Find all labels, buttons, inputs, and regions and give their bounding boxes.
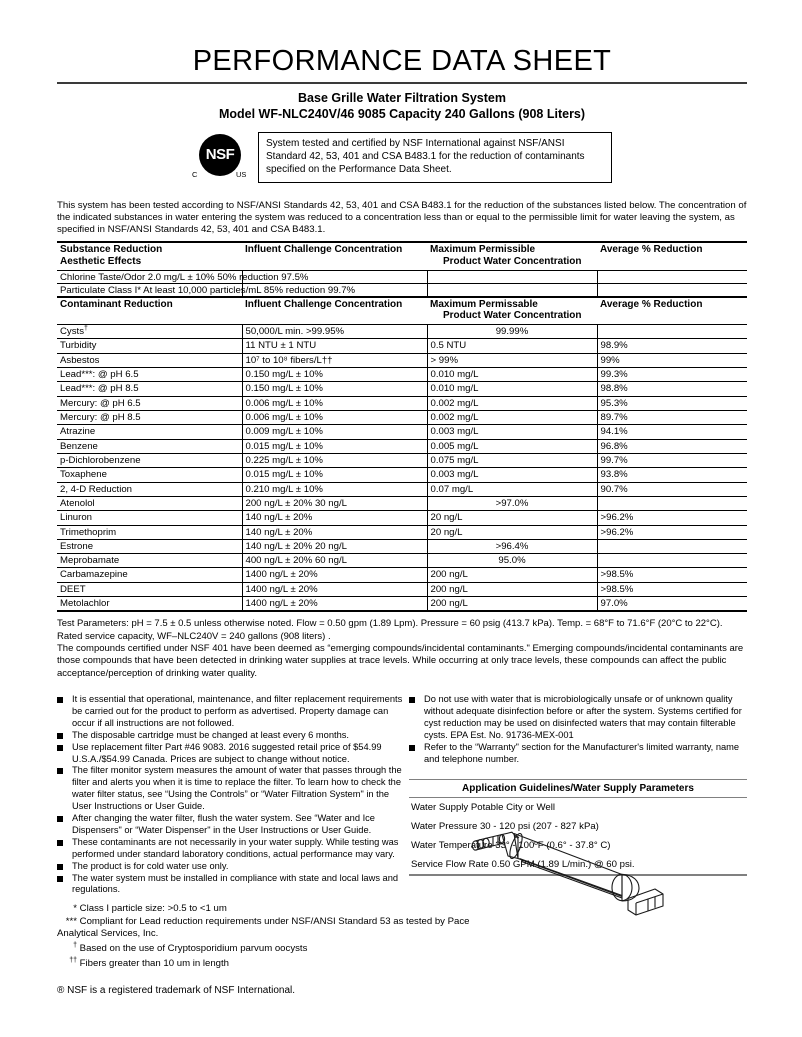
- cell-contaminant: Benzene: [57, 439, 242, 453]
- cell-contaminant: Metolachlor: [57, 597, 242, 612]
- cell-maximum: 200 ng/L: [427, 597, 597, 612]
- table-row: [57, 539, 747, 553]
- header-substance-reduction: [57, 242, 242, 270]
- filter-cartridge-icon: [462, 812, 692, 917]
- contaminant-rows-body: [57, 325, 747, 612]
- table-row: [57, 582, 747, 596]
- footnote-2-mark: ***: [65, 915, 77, 927]
- cell-contaminant: Lead***: @ pH 8.5: [57, 382, 242, 396]
- footnote-4-text: Fibers greater than 10 um in length: [79, 958, 229, 969]
- cell-average: >96.2%: [597, 511, 747, 525]
- guideline-row: Service Flow Rate 0.50 GPM (1.89 L/min.) @ 60 psi.: [409, 855, 747, 876]
- cell-substance: [57, 284, 356, 297]
- test-parameters: [57, 618, 747, 680]
- guidelines-title: Application Guidelines/Water Supply Parameters: [409, 779, 747, 798]
- header-max2-line1: Maximum Permissable: [430, 298, 538, 310]
- table-row: [57, 568, 747, 582]
- footnote-3-text: Based on the use of Cryptosporidium parvum oocysts: [79, 943, 308, 955]
- cell-footnote-marker: †: [83, 324, 88, 332]
- test-parameters-line2: The compounds certified under NSF 401 have been deemed as “emerging compounds/incidental contaminants." Emerging compounds/incidental contaminants are those compounds that have been detected in drinking water supplies at trace levels. While occurring at only trace levels, these compounds can affect the public acceptance/perception of drinking water quality.: [57, 643, 744, 679]
- nsf-logo-icon: [192, 132, 248, 188]
- row-overflow-text: Particulate Class I* At least 10,000 particles/mL 85% reduction 99.7%: [60, 285, 356, 297]
- cell-influent: [242, 325, 427, 339]
- cell-influent: 0.006 mg/L ± 10%: [242, 411, 427, 425]
- water-filter-cartridge-illustration: [462, 812, 692, 917]
- footnote-2: [57, 916, 477, 941]
- table-row: [57, 554, 747, 568]
- table-row: [57, 382, 747, 396]
- cell-contaminant: Toxaphene: [57, 468, 242, 482]
- cell-maximum: 0.005 mg/L: [427, 439, 597, 453]
- cell-contaminant: Atenolol: [57, 496, 242, 510]
- table-row: [57, 284, 747, 297]
- header-influent-challenge: [242, 242, 427, 270]
- cell-influent: 0.015 mg/L ± 10%: [242, 468, 427, 482]
- cell-maximum: 0.002 mg/L: [427, 411, 597, 425]
- cell-maximum: 0.003 mg/L: [427, 425, 597, 439]
- cell-contaminant: DEET: [57, 582, 242, 596]
- cell-influent: 1400 ng/L ± 20%: [242, 597, 427, 612]
- intro-paragraph: This system has been tested according to NSF/ANSI Standards 42, 53, 401 and CSA B483.1 for the reduction of the substances listed below. The concentration of the indicated substances in water entering the system was reduced to a concentration less than or equal to the permissible limit for water leaving the system, as specified in NSF/ANSI Standards 42, 53, 401 and CSA B483.1.: [57, 199, 747, 236]
- cell-average: >96.2%: [597, 525, 747, 539]
- header-line2: Aesthetic Effects: [60, 256, 142, 268]
- cell-influent-text: 140 ng/L ± 20% 20 ng/L: [245, 540, 347, 552]
- cell-average: >98.5%: [597, 568, 747, 582]
- guideline-row: Water Temperature 33° - 100ºF (0.6° - 37.8° C): [411, 840, 611, 852]
- list-item: Do not use with water that is microbiologically unsafe or of unknown quality without adequate disinfection before or after the system. Systems certified for cyst reduction may be used on disinfected waters that may contain filterable cysts. EPA Est. No. 91736-MEX-001: [409, 694, 747, 742]
- cell-average: 89.7%: [597, 411, 747, 425]
- cell-average: 99%: [597, 353, 747, 367]
- aesthetic-header-row: [57, 242, 747, 270]
- cell-influent: 0.006 mg/L ± 10%: [242, 396, 427, 410]
- right-bullet-list: [409, 694, 747, 765]
- footnote-3-mark: †: [73, 941, 77, 949]
- list-item: The disposable cartridge must be changed at least every 6 months.: [57, 730, 409, 742]
- cell-maximum: 0.002 mg/L: [427, 396, 597, 410]
- cell-average: 98.8%: [597, 382, 747, 396]
- table-row: [57, 325, 747, 339]
- header-influent-label-2: Influent Challenge Concentration: [245, 298, 403, 310]
- table-row: [57, 339, 747, 353]
- table-row: [57, 396, 747, 410]
- cell-average: 99.7%: [597, 453, 747, 467]
- header-maximum-permissible: [427, 242, 597, 270]
- cell-average: [597, 554, 747, 568]
- cell-maximum: [427, 271, 597, 284]
- cell-average: 93.8%: [597, 468, 747, 482]
- header-average-reduction: [597, 242, 747, 270]
- table-row: [57, 411, 747, 425]
- header-average-label: Average % Reduction: [600, 244, 703, 256]
- table-row: [57, 482, 747, 496]
- table-row: [57, 368, 747, 382]
- cell-average: 94.1%: [597, 425, 747, 439]
- cell-average: 96.8%: [597, 439, 747, 453]
- cell-influent-text: 400 ng/L ± 20% 60 ng/L: [245, 555, 347, 567]
- nsf-logo-text: NSF: [199, 134, 241, 176]
- cell-contaminant: Mercury: @ pH 8.5: [57, 411, 242, 425]
- cell-influent: [242, 539, 427, 553]
- table-row: [57, 597, 747, 612]
- footnotes-block: [57, 903, 477, 997]
- title-divider: [57, 82, 747, 84]
- cell-maximum: 200 ng/L: [427, 582, 597, 596]
- cell-influent: 0.015 mg/L ± 10%: [242, 439, 427, 453]
- list-item: It is essential that operational, maintenance, and filter replacement requirements be carried out for the product to perform as advertised. Property damage can occur if all instructions are not followed.: [57, 694, 409, 730]
- cell-average: 90.7%: [597, 482, 747, 496]
- cell-influent: 0.009 mg/L ± 10%: [242, 425, 427, 439]
- cell-influent: 0.225 mg/L ± 10%: [242, 453, 427, 467]
- cell-maximum: 0.003 mg/L: [427, 468, 597, 482]
- guideline-row: Water Pressure 30 - 120 psi (207 - 827 kPa): [411, 821, 599, 833]
- table-row: [57, 271, 747, 284]
- header-max-line2: Product Water Concentration: [443, 256, 582, 268]
- cell-maximum: 99.99%: [427, 325, 597, 339]
- contaminant-header-row: [57, 297, 747, 325]
- header-max-line1: Maximum Permissible: [430, 244, 536, 256]
- footnote-4: [57, 956, 477, 971]
- cell-contaminant: 2, 4-D Reduction: [57, 482, 242, 496]
- cell-contaminant: Atrazine: [57, 425, 242, 439]
- cell-average: [597, 496, 747, 510]
- cell-contaminant: Asbestos: [57, 353, 242, 367]
- table-row: [57, 468, 747, 482]
- cell-maximum: 95.0%: [427, 554, 597, 568]
- header-line1: Substance Reduction: [60, 244, 163, 256]
- cell-maximum: > 99%: [427, 353, 597, 367]
- cell-contaminant: Trimethoprim: [57, 525, 242, 539]
- cell-maximum: 20 ng/L: [427, 525, 597, 539]
- list-item: These contaminants are not necessarily in your water supply. While testing was performed under standard laboratory conditions, actual performance may vary.: [57, 837, 409, 861]
- cell-maximum: 0.010 mg/L: [427, 368, 597, 382]
- table-row: [57, 439, 747, 453]
- cell-average: 99.3%: [597, 368, 747, 382]
- cell-contaminant: Turbidity: [57, 339, 242, 353]
- footnote-1: [57, 903, 477, 916]
- cell-maximum: [427, 284, 597, 297]
- table-row: [57, 425, 747, 439]
- nsf-logo-us-label: US: [236, 169, 247, 179]
- guideline-row: Water Supply Potable City or Well: [411, 802, 555, 814]
- list-item: Use replacement filter Part #46 9083. 2016 suggested retail price of $54.99 U.S.A./$54.99 Canada. Prices are subject to change without notice.: [57, 742, 409, 766]
- list-item: The water system must be installed in compliance with state and local laws and regulations.: [57, 873, 409, 897]
- certification-statement-box: [258, 132, 612, 183]
- cell-average: [597, 539, 747, 553]
- cell-maximum: 200 ng/L: [427, 568, 597, 582]
- list-item: The product is for cold water use only.: [57, 861, 409, 873]
- notes-left-column: [57, 694, 409, 896]
- cell-contaminant: p-Dichlorobenzene: [57, 453, 242, 467]
- cell-contaminant: Meprobamate: [57, 554, 242, 568]
- cell-influent: 0.150 mg/L ± 10%: [242, 368, 427, 382]
- cell-influent: 1400 ng/L ± 20%: [242, 582, 427, 596]
- cell-average: [597, 284, 747, 297]
- cell-average: 98.9%: [597, 339, 747, 353]
- list-item: The filter monitor system measures the amount of water that passes through the filter and alerts you when it is time to replace the filter. To learn how to check the water filter status, see “Using the Controls” or “Water Filtration System" in the User Instructions or User Guide.: [57, 765, 409, 813]
- list-item: Refer to the “Warranty" section for the Manufacturer's limited warranty, name and telephone number.: [409, 742, 747, 766]
- table-row: [57, 511, 747, 525]
- cell-influent: 10⁷ to 10⁸ fibers/L††: [242, 353, 427, 367]
- header-contaminant-reduction: [57, 297, 242, 325]
- footnote-2-text: Compliant for Lead reduction requirements under NSF/ANSI Standard 53 as tested by Pace Analytical Services, Inc.: [57, 915, 470, 940]
- cell-influent: [242, 554, 427, 568]
- table-row: [57, 525, 747, 539]
- cell-influent: 0.150 mg/L ± 10%: [242, 382, 427, 396]
- cell-contaminant: Cysts†: [57, 325, 242, 339]
- substance-reduction-table: [57, 241, 747, 612]
- document-body: [57, 46, 747, 896]
- cell-influent: 11 NTU ± 1 NTU: [242, 339, 427, 353]
- cell-average: >98.5%: [597, 582, 747, 596]
- cell-influent-text: 50,000/L min. >99.95%: [245, 326, 345, 338]
- cell-contaminant: Estrone: [57, 539, 242, 553]
- header-contaminant-label: Contaminant Reduction: [60, 298, 173, 310]
- cell-contaminant: Carbamazepine: [57, 568, 242, 582]
- row-overflow-text: Chlorine Taste/Odor 2.0 mg/L ± 10% 50% reduction 97.5%: [60, 272, 309, 284]
- cell-average: 95.3%: [597, 396, 747, 410]
- model-capacity: Model WF-NLC240V/46 9085 Capacity 240 Gallons (908 Liters): [218, 107, 586, 122]
- nsf-logo-c-label: C: [192, 169, 198, 179]
- certification-statement: System tested and certified by NSF International against NSF/ANSI Standard 42, 53, 401 and CSA B483.1 for the reduction of contaminants specified on the Performance Data Sheet.: [266, 137, 585, 176]
- left-bullet-list: [57, 694, 409, 896]
- footnote-1-text: Class I particle size: >0.5 to <1 um: [79, 903, 227, 914]
- list-item: After changing the water filter, flush the water system. See “Water and Ice Dispensers" or “Water Dispenser" in the User Instructions or User Guide.: [57, 813, 409, 837]
- cell-maximum: 0.07 mg/L: [427, 482, 597, 496]
- footnote-1-mark: *: [73, 903, 77, 914]
- cell-average: [597, 325, 747, 339]
- table-row: [57, 353, 747, 367]
- cell-influent: 140 ng/L ± 20%: [242, 511, 427, 525]
- cell-maximum: >96.4%: [427, 539, 597, 553]
- cell-influent-text: 200 ng/L ± 20% 30 ng/L: [245, 497, 347, 509]
- cell-maximum: 0.075 mg/L: [427, 453, 597, 467]
- cell-contaminant: Linuron: [57, 511, 242, 525]
- product-name: Base Grille Water Filtration System: [298, 91, 506, 106]
- header-maximum-permissable: [427, 297, 597, 325]
- cell-contaminant: Lead***: @ pH 6.5: [57, 368, 242, 382]
- trademark-notice: ® NSF is a registered trademark of NSF International.: [57, 984, 296, 996]
- table-row: [57, 496, 747, 510]
- cell-average: [597, 271, 747, 284]
- cell-maximum: 20 ng/L: [427, 511, 597, 525]
- cell-influent: 140 ng/L ± 20%: [242, 525, 427, 539]
- header-average-label-2: Average % Reduction: [600, 298, 703, 310]
- header-average-reduction-2: [597, 297, 747, 325]
- page-title: PERFORMANCE DATA SHEET: [192, 45, 612, 77]
- footnote-3: [57, 941, 477, 956]
- header-max2-line2: Product Water Concentration: [443, 310, 582, 322]
- cell-average: 97.0%: [597, 597, 747, 612]
- cell-contaminant: Mercury: @ pH 6.5: [57, 396, 242, 410]
- header-influent-challenge-2: [242, 297, 427, 325]
- header-influent-label: Influent Challenge Concentration: [245, 244, 403, 256]
- cell-maximum: >97.0%: [427, 496, 597, 510]
- footnote-4-mark: ††: [69, 956, 77, 964]
- cell-influent: [242, 496, 427, 510]
- test-parameters-line1: Test Parameters: pH = 7.5 ± 0.5 unless otherwise noted. Flow = 0.50 gpm (1.89 Lpm). Pressure = 60 psig (413.7 kPa). Temp. = 68°F to 71.6°F (20°C to 22°C). Rated service capacity, WF–NLC240V = 240 gallons (908 liters) .: [57, 618, 723, 642]
- cell-substance: [57, 271, 309, 284]
- cell-maximum: 0.5 NTU: [427, 339, 597, 353]
- cell-maximum: 0.010 mg/L: [427, 382, 597, 396]
- table-row: [57, 453, 747, 467]
- cell-influent: 1400 ng/L ± 20%: [242, 568, 427, 582]
- cell-influent: 0.210 mg/L ± 10%: [242, 482, 427, 496]
- certification-block: [57, 132, 747, 188]
